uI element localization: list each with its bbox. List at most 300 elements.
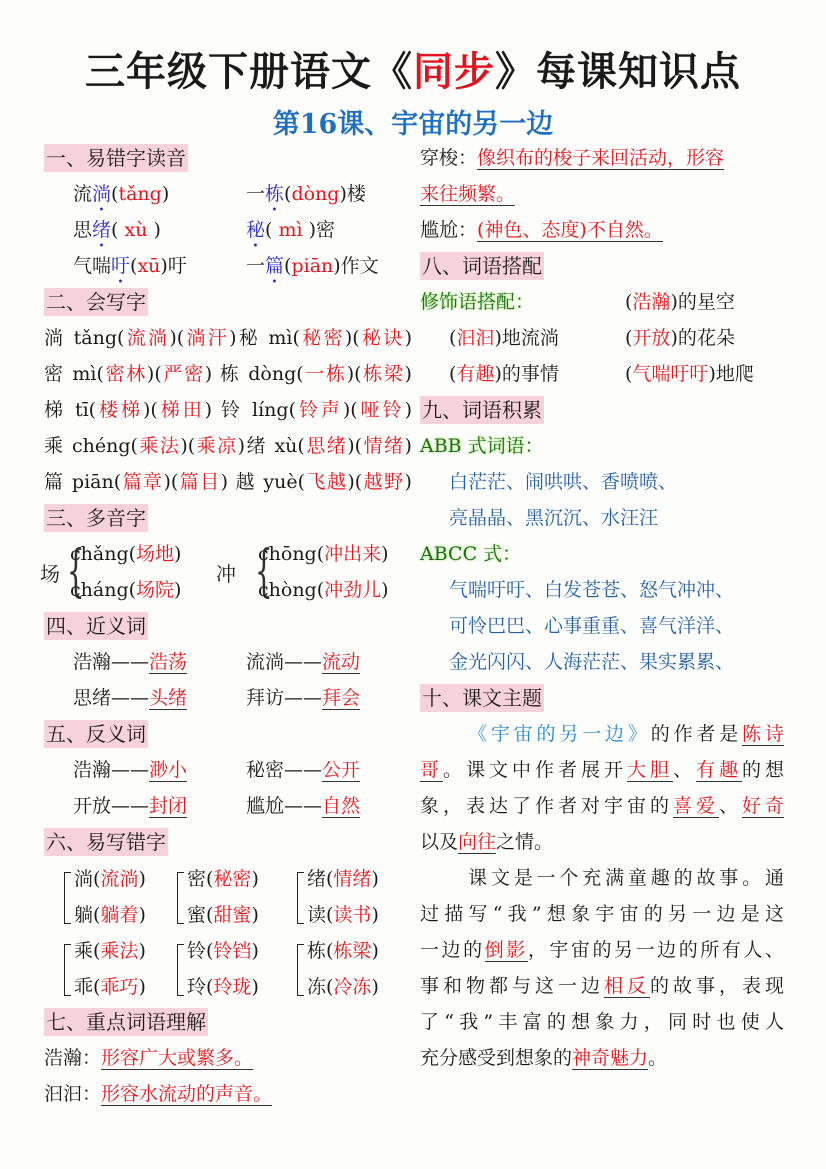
text-segment: )	[138, 976, 146, 998]
text-segment: )的星空	[670, 291, 735, 313]
text-segment: 汩汩	[456, 327, 495, 349]
line-cell	[246, 644, 360, 680]
line-cell	[449, 500, 658, 536]
text-segment: 气喘	[73, 255, 112, 277]
content-line	[420, 572, 784, 608]
text-segment: )(	[347, 435, 363, 457]
line-cell	[420, 1011, 784, 1033]
text-segment: 开放	[632, 327, 671, 349]
line-cell	[420, 824, 553, 860]
answer-text: 相反	[603, 975, 650, 997]
left-column	[40, 140, 412, 1112]
line-cell	[73, 248, 187, 288]
text-segment: 越野	[362, 471, 405, 493]
text-segment: 严密	[161, 363, 205, 385]
content-line	[44, 1040, 412, 1076]
answer-text: 喜爱	[672, 795, 719, 817]
line-cell	[449, 572, 734, 608]
text-segment: 汩汩：	[44, 1083, 102, 1105]
text-segment: 修饰语搭配：	[420, 291, 535, 313]
answer-text: 自然	[322, 795, 361, 817]
text-segment: )	[371, 868, 379, 890]
text-segment: )	[404, 435, 412, 457]
line-cell	[420, 939, 784, 962]
text-segment: 穿梭：	[420, 147, 478, 169]
text-segment: 浩瀚	[632, 291, 671, 313]
line-cell	[468, 867, 784, 889]
text-segment: 栋梁	[333, 940, 372, 962]
text-segment: )(	[347, 471, 363, 493]
text-segment: (	[130, 255, 138, 277]
confusable-item	[74, 862, 146, 896]
emphasized-char: 篇	[265, 255, 285, 277]
answer-text: 倒影	[484, 939, 528, 961]
content-line	[44, 212, 412, 248]
line-cell	[625, 320, 735, 356]
text-segment: )	[404, 471, 412, 493]
text-segment: (	[625, 291, 633, 313]
text-segment: (	[625, 327, 633, 349]
text-segment: 气喘吁吁	[632, 363, 709, 385]
text-segment: 玲珑	[213, 976, 252, 998]
polyphone-char: 冲	[216, 562, 236, 586]
bracket-icon	[177, 872, 184, 924]
text-segment: )楼	[339, 183, 366, 205]
text-segment: 乘 chéng(	[44, 435, 138, 457]
line-cell	[44, 1076, 272, 1112]
text-segment: 读(	[307, 904, 334, 926]
text-segment: 思绪	[304, 435, 348, 457]
section-heading	[44, 140, 412, 176]
content-line	[44, 392, 412, 428]
section-heading-text: 八、词语搭配	[422, 254, 542, 278]
text-segment: 拜访——	[246, 687, 323, 709]
content-line	[44, 320, 412, 356]
text-segment: ) 越 yuè(	[220, 471, 306, 493]
content-line	[420, 968, 784, 1004]
text-segment: )绪 xù(	[237, 435, 305, 457]
text-segment: chǎng(	[70, 543, 137, 565]
text-segment: 的想	[741, 759, 784, 781]
text-segment: 过描写“我”想象宇宙的另一边是这	[420, 903, 784, 925]
text-segment: 铃铛	[213, 940, 252, 962]
confusable-item	[187, 970, 259, 1004]
text-segment: )	[251, 904, 259, 926]
answer-text: 封闭	[149, 795, 188, 817]
text-segment: (	[111, 219, 125, 241]
text-segment: )	[371, 940, 379, 962]
text-segment: 栋梁	[361, 363, 405, 385]
text-segment: (	[111, 183, 119, 205]
text-segment: 栋(	[307, 940, 334, 962]
line-cell	[420, 1040, 667, 1076]
text-segment: 有趣	[456, 363, 495, 385]
text-segment: )(	[142, 399, 158, 421]
answer-text: 渺小	[149, 759, 188, 781]
line-cell	[468, 723, 784, 746]
text-segment: 秘密	[299, 327, 345, 349]
text-segment: 气喘吁吁、白发苍苍、怒气冲冲、	[449, 579, 735, 601]
section-heading-text: 二、会写字	[46, 290, 146, 314]
line-cell	[246, 788, 360, 824]
text-segment: 了“我”丰富的想象力，同时也使人	[420, 1011, 784, 1033]
answer-text: 头绪	[149, 687, 188, 709]
content-line	[420, 176, 784, 212]
section-heading-text: 六、易写错字	[46, 830, 166, 854]
confusable-row	[44, 932, 412, 1004]
text-segment: ) 栋 dòng(	[204, 363, 304, 385]
content-line	[420, 788, 784, 824]
text-segment: )(	[342, 399, 358, 421]
bracket-icon	[297, 872, 304, 924]
text-segment: 。课文中作者展开	[443, 759, 627, 781]
bracket-icon	[64, 944, 71, 996]
text-segment: 秘诀	[359, 327, 405, 349]
text-segment: 浩瀚：	[44, 1047, 102, 1069]
content-line	[420, 752, 784, 788]
text-segment: 浩瀚——	[73, 759, 150, 781]
text-segment: 思	[73, 219, 93, 241]
line-cell	[420, 428, 544, 464]
section-heading-text: 十、课文主题	[422, 686, 542, 710]
content-line	[420, 608, 784, 644]
text-segment: 淌 tǎng(	[44, 327, 125, 349]
content-line	[420, 536, 784, 572]
text-segment: tǎng	[118, 183, 162, 205]
brace-icon: {	[66, 539, 85, 604]
text-segment: 读书	[333, 904, 372, 926]
answer-text: 来往频繁。	[420, 183, 516, 205]
line-cell	[246, 176, 366, 216]
emphasized-char: 秘	[246, 219, 266, 241]
content-line	[420, 716, 784, 752]
emphasized-char: 栋	[265, 183, 285, 205]
answer-text: 陈诗	[742, 723, 784, 745]
content-line	[420, 428, 784, 464]
confusable-item	[74, 934, 146, 968]
brace-icon: {	[254, 539, 273, 604]
section-heading	[44, 284, 412, 320]
text-segment: 秘密	[213, 868, 252, 890]
text-segment: )	[404, 363, 412, 385]
content-line	[420, 824, 784, 860]
text-segment: 一边的	[420, 939, 485, 961]
text-segment: 秘密——	[246, 759, 323, 781]
content-line	[420, 500, 784, 536]
bracket-icon	[177, 944, 184, 996]
text-segment: )地流淌	[494, 327, 559, 349]
confusable-item	[307, 970, 379, 1004]
text-segment: 情绪	[333, 868, 372, 890]
polyphone-reading	[258, 572, 389, 608]
text-segment: )	[138, 940, 146, 962]
text-segment: 的作者是	[650, 723, 743, 745]
text-segment: )地爬	[708, 363, 754, 385]
text-segment: )(	[344, 327, 360, 349]
answer-text: 形容广大或繁多。	[101, 1047, 254, 1069]
answer-text: 大胆	[626, 759, 673, 781]
content-line	[420, 896, 784, 932]
confusable-group	[297, 936, 407, 1000]
text-segment: 白茫茫、闹哄哄、香喷喷、	[449, 471, 678, 493]
text-segment: 乘(	[74, 940, 101, 962]
text-segment: 乖(	[74, 976, 101, 998]
text-segment: )(	[146, 363, 162, 385]
line-cell	[625, 284, 735, 320]
text-segment: mì	[278, 219, 303, 241]
content-line	[420, 464, 784, 500]
text-segment: 场地	[136, 543, 175, 565]
text-segment: (	[449, 327, 457, 349]
text-segment: ，宇宙的另一边的所有人、	[527, 939, 784, 961]
text-segment: )(	[346, 363, 362, 385]
line-cell	[449, 356, 559, 392]
content-line	[420, 320, 784, 356]
section-heading	[44, 824, 412, 860]
text-segment: )的花朵	[670, 327, 735, 349]
content-line	[44, 1076, 412, 1112]
text-segment: 尴尬——	[246, 795, 323, 817]
text-segment: 金光闪闪、人海茫茫、果实累累、	[449, 651, 735, 673]
text-segment: )	[404, 327, 412, 349]
section-heading	[44, 716, 412, 752]
section-heading	[420, 248, 784, 284]
answer-text: 形容水流动的声音。	[101, 1083, 273, 1105]
answer-text: 浩荡	[149, 651, 188, 673]
line-cell	[44, 363, 412, 385]
section-heading	[44, 500, 412, 536]
text-segment: 篇章	[121, 471, 164, 493]
text-segment: dòng	[291, 183, 340, 205]
line-cell	[420, 284, 534, 320]
line-cell	[420, 903, 784, 925]
text-segment: chòng(	[258, 579, 325, 601]
text-segment: piān	[291, 255, 334, 277]
text-segment: 尴尬：	[420, 219, 478, 241]
line-cell	[73, 644, 187, 680]
text-segment: 冷冻	[333, 976, 372, 998]
text-segment: 象，表达了作者对宇宙的	[420, 795, 673, 817]
emphasized-char: 淌	[92, 183, 112, 205]
text-segment: )(	[169, 327, 185, 349]
answer-text: 哥	[420, 759, 443, 781]
text-segment: )	[251, 940, 259, 962]
text-segment: )吁	[160, 255, 187, 277]
text-segment: xù	[124, 219, 148, 241]
text-segment: )(	[163, 471, 179, 493]
confusable-item	[307, 862, 379, 896]
section-heading-text: 一、易错字读音	[46, 146, 186, 170]
content-line	[44, 464, 412, 500]
content-line	[420, 284, 784, 320]
text-segment: )	[161, 183, 170, 205]
text-segment: 篇目	[178, 471, 221, 493]
section-heading	[44, 608, 412, 644]
polyphone-reading	[70, 572, 181, 608]
right-column	[420, 140, 784, 1076]
text-segment: 《宇宙的另一边》	[468, 723, 651, 745]
confusable-item	[74, 970, 146, 1004]
content-line	[420, 356, 784, 392]
text-segment: 铃声	[295, 399, 343, 421]
text-segment: )秘 mì(	[229, 327, 300, 349]
text-segment: 流	[73, 183, 93, 205]
line-cell	[449, 608, 734, 644]
answer-text: 流动	[322, 651, 361, 673]
content-line	[420, 140, 784, 176]
confusable-group	[64, 864, 174, 928]
line-cell	[246, 680, 360, 716]
polyphone-reading	[70, 536, 181, 572]
text-segment: 开放——	[73, 795, 150, 817]
title-accent: 同步	[413, 49, 495, 95]
line-cell	[420, 140, 724, 176]
line-cell	[449, 464, 677, 500]
text-segment: 蜜(	[187, 904, 214, 926]
bracket-icon	[64, 872, 71, 924]
line-cell	[73, 752, 187, 788]
text-segment: ABB 式词语：	[420, 435, 544, 457]
text-segment: 冲出来	[324, 543, 382, 565]
confusable-group	[177, 936, 287, 1000]
text-segment: 密 mì(	[44, 363, 104, 385]
lesson-subtitle: 第16课、宇宙的另一边	[272, 109, 554, 140]
text-segment: 、	[672, 759, 696, 781]
text-segment: 之情。	[496, 831, 554, 853]
bracket-icon	[297, 944, 304, 996]
text-segment: )	[251, 976, 259, 998]
line-cell	[246, 212, 335, 252]
text-segment: 梯 tī(	[44, 399, 97, 421]
content-line	[420, 860, 784, 896]
section-heading	[420, 392, 784, 428]
text-segment: 流淌	[124, 327, 170, 349]
text-segment: ABCC 式：	[420, 543, 522, 565]
content-line	[44, 248, 412, 284]
text-segment: 飞越	[305, 471, 348, 493]
line-cell	[44, 435, 412, 457]
text-segment: 流淌	[100, 868, 139, 890]
confusable-item	[307, 898, 379, 932]
text-segment: )	[251, 868, 259, 890]
text-segment: )	[404, 399, 412, 421]
text-segment: 亮晶晶、黑沉沉、水汪汪	[449, 507, 659, 529]
section-heading-text: 三、多音字	[46, 506, 146, 530]
text-segment: 可怜巴巴、心事重重、喜气洋洋、	[449, 615, 735, 637]
answer-text: 好奇	[741, 795, 784, 817]
text-segment: cháng(	[70, 579, 137, 601]
section-heading-text: 七、重点词语理解	[46, 1010, 206, 1034]
text-segment: 乖巧	[100, 976, 139, 998]
text-segment: )(	[180, 435, 196, 457]
title-pre: 三年级下册语文《	[85, 49, 413, 95]
text-segment: (	[284, 183, 292, 205]
section-heading-text: 四、近义词	[46, 614, 146, 638]
answer-text: 拜会	[322, 687, 361, 709]
line-cell	[73, 680, 187, 716]
text-segment: 流淌——	[246, 651, 323, 673]
text-segment: 梯田	[157, 399, 205, 421]
text-segment: 的故事，表现	[649, 975, 784, 997]
text-segment: 浩瀚——	[73, 651, 150, 673]
answer-text: 神奇魅力	[572, 1047, 649, 1069]
confusable-group	[64, 936, 174, 1000]
confusable-group	[297, 864, 407, 928]
content-line	[420, 1004, 784, 1040]
line-cell	[420, 176, 515, 212]
content-line	[420, 1040, 784, 1076]
content-line	[420, 932, 784, 968]
line-cell	[44, 471, 412, 493]
text-segment: 淌汗	[184, 327, 230, 349]
line-cell	[449, 320, 559, 356]
text-segment: )	[147, 219, 161, 241]
text-segment: )作文	[333, 255, 379, 277]
line-cell	[449, 644, 734, 680]
line-cell	[73, 176, 169, 216]
text-segment: )密	[302, 219, 336, 241]
answer-text: 向往	[458, 831, 497, 853]
confusable-item	[187, 862, 259, 896]
confusable-item	[187, 934, 259, 968]
text-segment: xū	[137, 255, 161, 277]
text-segment: (	[265, 219, 279, 241]
text-segment: (	[449, 363, 457, 385]
confusable-group	[177, 864, 287, 928]
page-title	[0, 40, 826, 97]
text-segment: 事和物都与这一边	[420, 975, 604, 997]
confusable-item	[307, 934, 379, 968]
section-heading-text: 五、反义词	[46, 722, 146, 746]
line-cell	[420, 536, 521, 572]
text-segment: 、	[718, 795, 742, 817]
text-segment: 。	[648, 1047, 668, 1069]
content-line	[420, 644, 784, 680]
text-segment: 冲劲儿	[324, 579, 382, 601]
text-segment: )	[371, 904, 379, 926]
text-segment: 冻(	[307, 976, 334, 998]
confusable-item	[74, 898, 146, 932]
text-segment: (	[284, 255, 292, 277]
polyphone-row	[40, 536, 412, 608]
text-segment: 玲(	[187, 976, 214, 998]
text-segment: 密林	[103, 363, 147, 385]
text-segment: (	[625, 363, 633, 385]
line-cell	[44, 399, 412, 421]
line-cell	[420, 759, 784, 782]
line-cell	[246, 752, 360, 788]
text-segment: chōng(	[258, 543, 325, 565]
polyphone-reading	[258, 536, 389, 572]
text-segment: )	[174, 579, 182, 601]
confusable-row	[44, 860, 412, 932]
line-cell	[73, 212, 161, 252]
text-segment: )的事情	[494, 363, 559, 385]
content-line	[44, 428, 412, 464]
text-segment: )	[138, 904, 146, 926]
emphasized-char: 吁	[111, 255, 131, 277]
text-segment: 躺着	[100, 904, 139, 926]
text-segment: 躺(	[74, 904, 101, 926]
text-segment: 乘法	[100, 940, 139, 962]
answer-text: 像织布的梭子来回活动，形容	[477, 147, 725, 169]
line-cell	[73, 788, 187, 824]
confusable-item	[187, 898, 259, 932]
text-segment: 场院	[136, 579, 175, 601]
line-cell	[44, 327, 412, 349]
text-segment: 充分感受到想象的	[420, 1047, 573, 1069]
text-segment: 哑铃	[357, 399, 405, 421]
